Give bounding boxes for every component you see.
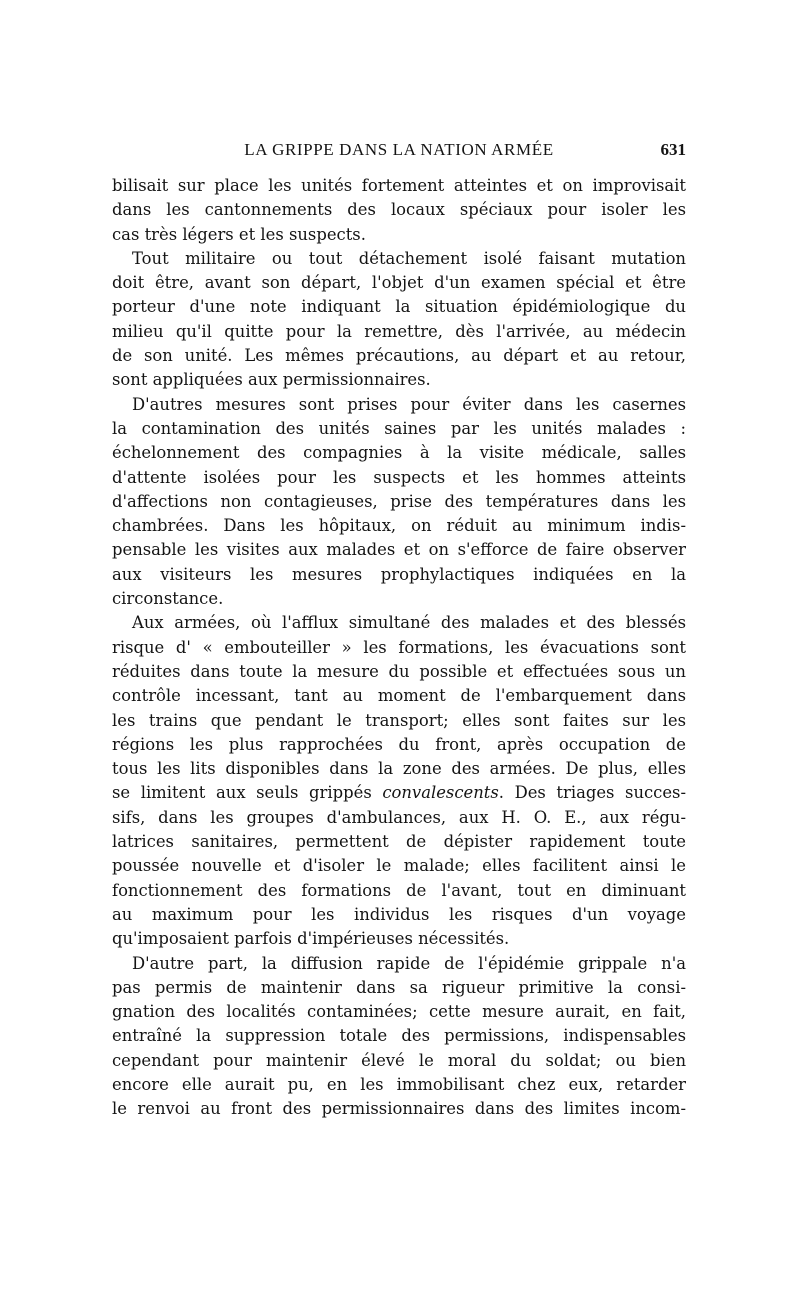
text-line: de son unité. Les mêmes précautions, au départ et au retour, bbox=[112, 346, 686, 366]
italic-term: convalescents bbox=[382, 783, 499, 803]
text-line: sont appliquées aux permissionnaires. bbox=[112, 370, 431, 390]
text-line: doit être, avant son départ, l'objet d'un examen spécial et être bbox=[112, 273, 686, 293]
body-text bbox=[112, 174, 686, 1122]
text-line: sifs, dans les groupes d'ambulances, aux H. O. E., aux régu- bbox=[112, 807, 686, 827]
text-line: Tout militaire ou tout détachement isolé faisant mutation bbox=[132, 248, 686, 268]
text-line: d'affections non contagieuses, prise des températures dans les bbox=[112, 491, 686, 511]
text-line: chambrées. Dans les hôpitaux, on réduit au minimum indis- bbox=[112, 516, 686, 536]
text-line: au maximum pour les individus les risques d'un voyage bbox=[112, 904, 686, 924]
paragraph bbox=[112, 393, 686, 612]
text-line: qu'imposaient parfois d'impérieuses nécessités. bbox=[112, 929, 510, 949]
text-line-with-italic bbox=[112, 781, 686, 805]
text-line: pas permis de maintenir dans sa rigueur primitive la consi- bbox=[112, 977, 686, 997]
paragraph bbox=[112, 611, 686, 951]
text-line: aux visiteurs les mesures prophylactiques indiquées en la bbox=[112, 564, 686, 584]
text-line: risque d' « embouteiller » les formations, les évacuations sont bbox=[112, 637, 686, 657]
text-line: circonstance. bbox=[112, 589, 224, 609]
paragraph bbox=[112, 952, 686, 1122]
text-line: tous les lits disponibles dans la zone des armées. De plus, elles bbox=[112, 759, 686, 779]
text-line: D'autres mesures sont prises pour éviter dans les casernes bbox=[132, 394, 686, 414]
paragraph bbox=[112, 247, 686, 393]
text-line: pensable les visites aux malades et on s'efforce de faire observer bbox=[112, 540, 686, 560]
text-line: les trains que pendant le transport; elles sont faites sur les bbox=[112, 710, 686, 730]
text-line: la contamination des unités saines par les unités malades : bbox=[112, 418, 686, 438]
text-line: cependant pour maintenir élevé le moral du soldat; ou bien bbox=[112, 1050, 686, 1070]
running-head bbox=[112, 138, 686, 162]
text-line: d'attente isolées pour les suspects et les hommes atteints bbox=[112, 467, 686, 487]
text-line: échelonnement des compagnies à la visite médicale, salles bbox=[112, 443, 686, 463]
text-line: fonctionnement des formations de l'avant, tout en diminuant bbox=[112, 880, 686, 900]
text-line: latrices sanitaires, permettent de dépister rapidement toute bbox=[112, 832, 686, 852]
text-line: dans les cantonnements des locaux spéciaux pour isoler les bbox=[112, 200, 686, 220]
text-line: encore elle aurait pu, en les immobilisant chez eux, retarder bbox=[112, 1074, 686, 1094]
text-segment: se limitent aux seuls grippés bbox=[112, 783, 383, 803]
text-line: bilisait sur place les unités fortement atteintes et on improvisait bbox=[112, 176, 686, 195]
text-line: cas très légers et les suspects. bbox=[112, 224, 366, 244]
page-number: 631 bbox=[660, 140, 686, 159]
text-line: contrôle incessant, tant au moment de l'embarquement dans bbox=[112, 686, 686, 706]
text-segment: . Des triages succes- bbox=[498, 783, 687, 803]
paragraph bbox=[112, 174, 686, 247]
text-line: porteur d'une note indiquant la situation épidémiologique du bbox=[112, 297, 686, 317]
text-line: D'autre part, la diffusion rapide de l'épidémie grippale n'a bbox=[132, 953, 686, 973]
text-line: réduites dans toute la mesure du possible et effectuées sous un bbox=[112, 661, 686, 681]
text-line: poussée nouvelle et d'isoler le malade; elles facilitent ainsi le bbox=[112, 856, 686, 876]
text-line: régions les plus rapprochées du front, après occupation de bbox=[112, 734, 686, 754]
text-line: le renvoi au front des permissionnaires dans des limites incom- bbox=[112, 1099, 686, 1119]
text-line: Aux armées, où l'afflux simultané des malades et des blessés bbox=[132, 613, 686, 633]
running-title: LA GRIPPE DANS LA NATION ARMÉE bbox=[244, 140, 554, 159]
text-line: milieu qu'il quitte pour la remettre, dès l'arrivée, au médecin bbox=[112, 321, 686, 341]
text-line: gnation des localités contaminées; cette mesure aurait, en fait, bbox=[112, 1002, 686, 1022]
text-line: entraîné la suppression totale des permissions, indispensables bbox=[112, 1026, 686, 1046]
